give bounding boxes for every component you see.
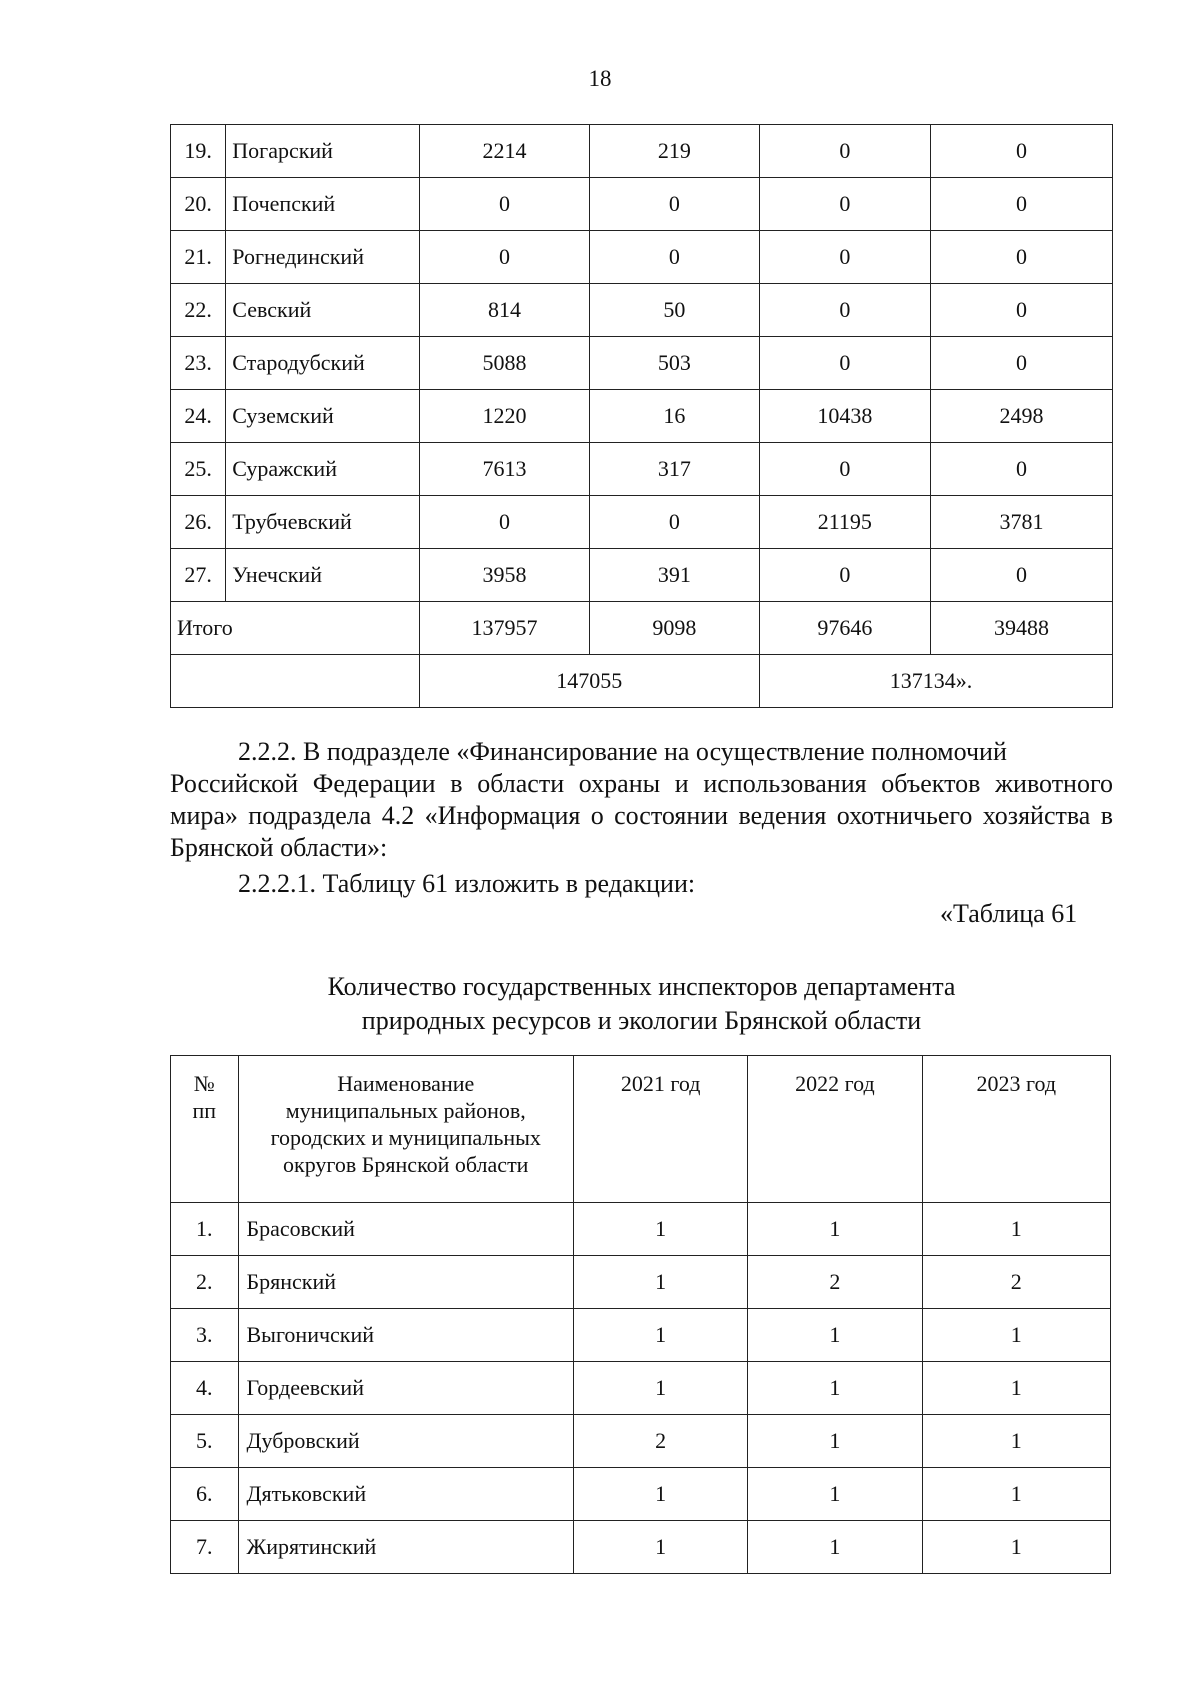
header-year-2022: 2022 год <box>748 1056 922 1203</box>
year-2022-value: 1 <box>748 1309 922 1362</box>
inspectors-table <box>170 1055 1111 1574</box>
value-cell: 21195 <box>759 496 930 549</box>
value-cell: 0 <box>419 231 589 284</box>
caption-line-2: природных ресурсов и экологии Брянской области <box>361 1006 922 1035</box>
value-cell: 0 <box>590 496 760 549</box>
year-2023-value: 1 <box>922 1415 1110 1468</box>
year-2021-value: 2 <box>573 1415 747 1468</box>
table-row <box>171 390 1113 443</box>
year-2021-value: 1 <box>573 1521 747 1574</box>
table-row <box>171 231 1113 284</box>
total-value: 39488 <box>930 602 1112 655</box>
district-name: Стародубский <box>226 337 420 390</box>
row-number: 19. <box>171 125 226 178</box>
value-cell: 391 <box>590 549 760 602</box>
header-year-2021: 2021 год <box>573 1056 747 1203</box>
district-name: Суземский <box>226 390 420 443</box>
year-2023-value: 2 <box>922 1256 1110 1309</box>
value-cell: 0 <box>759 337 930 390</box>
total-value: 97646 <box>759 602 930 655</box>
total-label: Итого <box>171 602 420 655</box>
year-2022-value: 1 <box>748 1415 922 1468</box>
district-name: Брасовский <box>238 1203 573 1256</box>
header-name-cell <box>238 1056 573 1203</box>
row-number: 26. <box>171 496 226 549</box>
district-name: Выгоничский <box>238 1309 573 1362</box>
district-name: Унечский <box>226 549 420 602</box>
paragraph-body: Российской Федерации в области охраны и использования объектов животного мира» подраздела 4.2 «Информация о состоянии ведения охотничьего хозяйства в Брянской области»: <box>170 769 1113 862</box>
value-cell: 5088 <box>419 337 589 390</box>
table-row <box>171 1362 1111 1415</box>
year-2022-value: 1 <box>748 1203 922 1256</box>
inspectors-header-row <box>171 1056 1111 1203</box>
table-row <box>171 496 1113 549</box>
header-num-line2: пп <box>192 1098 217 1123</box>
sum-value-b: 137134». <box>759 655 1112 708</box>
year-2021-value: 1 <box>573 1256 747 1309</box>
value-cell: 317 <box>590 443 760 496</box>
value-cell: 0 <box>930 125 1112 178</box>
district-name: Севский <box>226 284 420 337</box>
value-cell: 0 <box>590 231 760 284</box>
district-name: Трубчевский <box>226 496 420 549</box>
district-name: Дубровский <box>238 1415 573 1468</box>
value-cell: 0 <box>930 549 1112 602</box>
header-num-cell <box>171 1056 239 1203</box>
row-number: 24. <box>171 390 226 443</box>
header-name-line4: округов Брянской области <box>283 1152 529 1177</box>
year-2022-value: 1 <box>748 1468 922 1521</box>
value-cell: 2498 <box>930 390 1112 443</box>
year-2021-value: 1 <box>573 1309 747 1362</box>
total-value: 137957 <box>419 602 589 655</box>
header-name-line2: муниципальных районов, <box>285 1098 526 1123</box>
year-2021-value: 1 <box>573 1203 747 1256</box>
table-label: «Таблица 61 <box>940 899 1078 928</box>
year-2023-value: 1 <box>922 1309 1110 1362</box>
year-2023-value: 1 <box>922 1521 1110 1574</box>
table-row <box>171 337 1113 390</box>
district-name: Гордеевский <box>238 1362 573 1415</box>
table-row <box>171 1415 1111 1468</box>
row-number: 22. <box>171 284 226 337</box>
value-cell: 0 <box>759 231 930 284</box>
year-2021-value: 1 <box>573 1362 747 1415</box>
value-cell: 0 <box>419 496 589 549</box>
year-2022-value: 2 <box>748 1256 922 1309</box>
table-row <box>171 284 1113 337</box>
row-number: 20. <box>171 178 226 231</box>
instruction-text: 2.2.2.1. Таблицу 61 изложить в редакции: <box>238 869 696 898</box>
value-cell: 10438 <box>759 390 930 443</box>
sum-value-a: 147055 <box>419 655 759 708</box>
sum-row <box>171 655 1113 708</box>
header-name-line1: Наименование <box>337 1071 475 1096</box>
table-row <box>171 1309 1111 1362</box>
table-caption <box>170 970 1113 1038</box>
paragraph-first-line: 2.2.2. В подразделе «Финансирование на осуществление полномочий <box>238 737 1007 766</box>
year-2022-value: 1 <box>748 1362 922 1415</box>
value-cell: 0 <box>590 178 760 231</box>
row-number: 1. <box>171 1203 239 1256</box>
value-cell: 0 <box>759 178 930 231</box>
row-number: 23. <box>171 337 226 390</box>
value-cell: 0 <box>930 284 1112 337</box>
district-name: Погарский <box>226 125 420 178</box>
value-cell: 0 <box>930 178 1112 231</box>
district-name: Рогнединский <box>226 231 420 284</box>
row-number: 3. <box>171 1309 239 1362</box>
row-number: 6. <box>171 1468 239 1521</box>
row-number: 21. <box>171 231 226 284</box>
value-cell: 0 <box>930 337 1112 390</box>
table-row <box>171 1256 1111 1309</box>
value-cell: 2214 <box>419 125 589 178</box>
row-number: 25. <box>171 443 226 496</box>
value-cell: 0 <box>759 125 930 178</box>
district-name: Суражский <box>226 443 420 496</box>
value-cell: 814 <box>419 284 589 337</box>
table-row <box>171 125 1113 178</box>
section-paragraph <box>170 736 1113 864</box>
district-name: Брянский <box>238 1256 573 1309</box>
value-cell: 3781 <box>930 496 1112 549</box>
table-row <box>171 549 1113 602</box>
funding-table-continuation <box>170 124 1113 708</box>
value-cell: 50 <box>590 284 760 337</box>
value-cell: 219 <box>590 125 760 178</box>
year-2021-value: 1 <box>573 1468 747 1521</box>
year-2023-value: 1 <box>922 1362 1110 1415</box>
row-number: 4. <box>171 1362 239 1415</box>
header-name-line3: городских и муниципальных <box>270 1125 541 1150</box>
value-cell: 0 <box>759 284 930 337</box>
value-cell: 0 <box>759 549 930 602</box>
table-row <box>171 443 1113 496</box>
table-row <box>171 1521 1111 1574</box>
value-cell: 0 <box>930 231 1112 284</box>
total-value: 9098 <box>590 602 760 655</box>
value-cell: 1220 <box>419 390 589 443</box>
year-2023-value: 1 <box>922 1203 1110 1256</box>
year-2022-value: 1 <box>748 1521 922 1574</box>
page-number: 18 <box>588 66 612 91</box>
table-row <box>171 178 1113 231</box>
year-2023-value: 1 <box>922 1468 1110 1521</box>
table-row <box>171 1468 1111 1521</box>
empty-cell <box>171 655 420 708</box>
district-name: Почепский <box>226 178 420 231</box>
row-number: 7. <box>171 1521 239 1574</box>
district-name: Жирятинский <box>238 1521 573 1574</box>
value-cell: 3958 <box>419 549 589 602</box>
value-cell: 0 <box>759 443 930 496</box>
value-cell: 16 <box>590 390 760 443</box>
row-number: 5. <box>171 1415 239 1468</box>
value-cell: 0 <box>930 443 1112 496</box>
total-row <box>171 602 1113 655</box>
row-number: 27. <box>171 549 226 602</box>
value-cell: 503 <box>590 337 760 390</box>
value-cell: 0 <box>419 178 589 231</box>
header-num-line1: № <box>193 1071 215 1096</box>
table-row <box>171 1203 1111 1256</box>
value-cell: 7613 <box>419 443 589 496</box>
row-number: 2. <box>171 1256 239 1309</box>
header-year-2023: 2023 год <box>922 1056 1110 1203</box>
district-name: Дятьковский <box>238 1468 573 1521</box>
caption-line-1: Количество государственных инспекторов департамента <box>327 972 956 1001</box>
